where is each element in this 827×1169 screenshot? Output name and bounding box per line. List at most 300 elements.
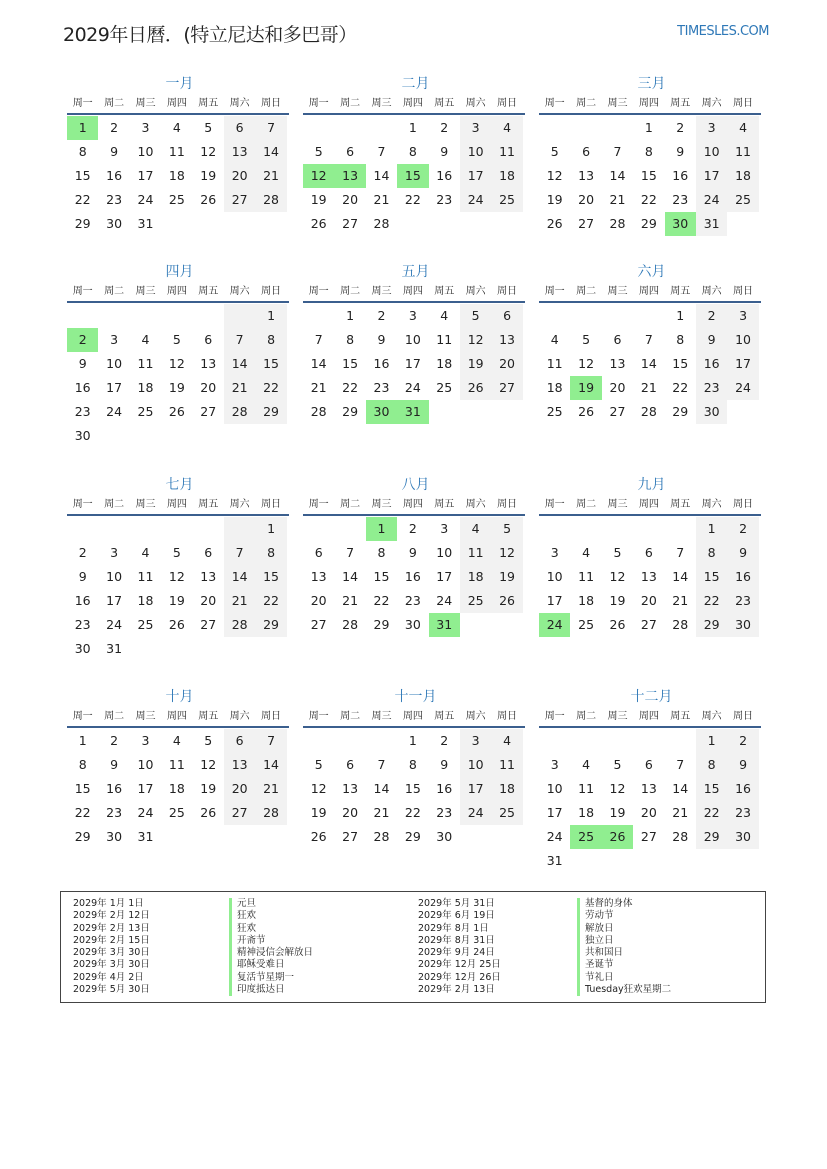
- day-cell[interactable]: 2: [440, 733, 449, 748]
- day-cell[interactable]: 23: [373, 380, 390, 395]
- day-cell[interactable]: 21: [255, 164, 286, 188]
- day-cell[interactable]: 13: [640, 569, 657, 584]
- day-cell[interactable]: 22: [74, 192, 91, 207]
- day-cell[interactable]: 8: [78, 144, 87, 159]
- day-cell[interactable]: 16: [404, 569, 421, 584]
- day-cell[interactable]: 24: [404, 380, 421, 395]
- day-cell[interactable]: 15: [342, 356, 359, 371]
- day-cell[interactable]: 10: [546, 781, 563, 796]
- day-cell[interactable]: 4: [460, 517, 491, 541]
- day-cell[interactable]: 10: [404, 332, 421, 347]
- day-cell[interactable]: 31: [106, 641, 123, 656]
- day-cell[interactable]: 30: [696, 400, 727, 424]
- day-cell[interactable]: 6: [224, 116, 255, 140]
- day-cell[interactable]: 16: [727, 777, 758, 801]
- day-cell[interactable]: 17: [106, 593, 123, 608]
- day-cell[interactable]: 27: [310, 617, 327, 632]
- day-cell[interactable]: 27: [491, 376, 522, 400]
- day-cell[interactable]: 20: [200, 593, 217, 608]
- day-cell[interactable]: 21: [342, 593, 359, 608]
- day-cell[interactable]: 10: [137, 144, 154, 159]
- day-cell[interactable]: 13: [491, 328, 522, 352]
- day-cell[interactable]: 18: [578, 805, 595, 820]
- day-cell[interactable]: 25: [436, 380, 453, 395]
- day-cell[interactable]: 26: [200, 805, 217, 820]
- day-cell[interactable]: 24: [460, 801, 491, 825]
- day-cell[interactable]: 13: [224, 753, 255, 777]
- day-cell[interactable]: 1: [255, 304, 286, 328]
- day-cell[interactable]: 1: [696, 517, 727, 541]
- day-cell[interactable]: 18: [546, 380, 563, 395]
- day-cell[interactable]: 5: [613, 545, 622, 560]
- day-cell[interactable]: 23: [436, 192, 453, 207]
- day-cell[interactable]: 8: [644, 144, 653, 159]
- day-cell[interactable]: 1: [408, 120, 417, 135]
- day-cell[interactable]: 13: [224, 140, 255, 164]
- day-cell[interactable]: 21: [310, 380, 327, 395]
- holiday-day-cell[interactable]: 30: [366, 400, 397, 424]
- holiday-day-cell[interactable]: 31: [429, 613, 460, 637]
- day-cell[interactable]: 21: [255, 777, 286, 801]
- day-cell[interactable]: 19: [310, 192, 327, 207]
- day-cell[interactable]: 10: [460, 140, 491, 164]
- day-cell[interactable]: 29: [74, 829, 91, 844]
- day-cell[interactable]: 10: [137, 757, 154, 772]
- holiday-day-cell[interactable]: 26: [602, 825, 633, 849]
- day-cell[interactable]: 2: [676, 120, 685, 135]
- day-cell[interactable]: 14: [373, 168, 390, 183]
- day-cell[interactable]: 23: [74, 404, 91, 419]
- day-cell[interactable]: 19: [168, 380, 185, 395]
- day-cell[interactable]: 25: [491, 188, 522, 212]
- holiday-day-cell[interactable]: 1: [67, 116, 98, 140]
- day-cell[interactable]: 30: [106, 216, 123, 231]
- day-cell[interactable]: 6: [346, 757, 355, 772]
- day-cell[interactable]: 30: [436, 829, 453, 844]
- day-cell[interactable]: 2: [408, 521, 417, 536]
- day-cell[interactable]: 22: [404, 805, 421, 820]
- day-cell[interactable]: 20: [578, 192, 595, 207]
- day-cell[interactable]: 12: [200, 757, 217, 772]
- day-cell[interactable]: 3: [141, 120, 150, 135]
- day-cell[interactable]: 14: [373, 781, 390, 796]
- day-cell[interactable]: 7: [613, 144, 622, 159]
- day-cell[interactable]: 18: [137, 593, 154, 608]
- holiday-day-cell[interactable]: 24: [539, 613, 570, 637]
- day-cell[interactable]: 26: [609, 617, 626, 632]
- day-cell[interactable]: 3: [440, 521, 449, 536]
- day-cell[interactable]: 16: [74, 593, 91, 608]
- day-cell[interactable]: 23: [106, 805, 123, 820]
- day-cell[interactable]: 14: [672, 781, 689, 796]
- day-cell[interactable]: 20: [342, 192, 359, 207]
- day-cell[interactable]: 5: [613, 757, 622, 772]
- day-cell[interactable]: 7: [644, 332, 653, 347]
- day-cell[interactable]: 28: [255, 801, 286, 825]
- day-cell[interactable]: 2: [727, 517, 758, 541]
- day-cell[interactable]: 4: [141, 545, 150, 560]
- holiday-day-cell[interactable]: 25: [570, 825, 601, 849]
- day-cell[interactable]: 18: [168, 781, 185, 796]
- day-cell[interactable]: 4: [172, 733, 181, 748]
- day-cell[interactable]: 26: [168, 617, 185, 632]
- day-cell[interactable]: 8: [408, 144, 417, 159]
- day-cell[interactable]: 9: [727, 541, 758, 565]
- day-cell[interactable]: 18: [168, 168, 185, 183]
- day-cell[interactable]: 25: [578, 617, 595, 632]
- day-cell[interactable]: 30: [727, 613, 758, 637]
- day-cell[interactable]: 6: [224, 729, 255, 753]
- day-cell[interactable]: 22: [672, 380, 689, 395]
- day-cell[interactable]: 10: [106, 569, 123, 584]
- day-cell[interactable]: 17: [137, 168, 154, 183]
- day-cell[interactable]: 3: [550, 545, 559, 560]
- day-cell[interactable]: 5: [582, 332, 591, 347]
- day-cell[interactable]: 25: [491, 801, 522, 825]
- day-cell[interactable]: 1: [696, 729, 727, 753]
- holiday-day-cell[interactable]: 13: [334, 164, 365, 188]
- day-cell[interactable]: 21: [224, 589, 255, 613]
- day-cell[interactable]: 26: [491, 589, 522, 613]
- day-cell[interactable]: 14: [224, 352, 255, 376]
- day-cell[interactable]: 9: [377, 332, 386, 347]
- day-cell[interactable]: 12: [491, 541, 522, 565]
- day-cell[interactable]: 3: [696, 116, 727, 140]
- day-cell[interactable]: 29: [74, 216, 91, 231]
- day-cell[interactable]: 20: [640, 805, 657, 820]
- day-cell[interactable]: 21: [672, 805, 689, 820]
- day-cell[interactable]: 21: [672, 593, 689, 608]
- day-cell[interactable]: 3: [110, 545, 119, 560]
- day-cell[interactable]: 18: [727, 164, 758, 188]
- day-cell[interactable]: 12: [200, 144, 217, 159]
- day-cell[interactable]: 20: [491, 352, 522, 376]
- day-cell[interactable]: 16: [74, 380, 91, 395]
- day-cell[interactable]: 16: [696, 352, 727, 376]
- day-cell[interactable]: 16: [436, 168, 453, 183]
- day-cell[interactable]: 18: [491, 777, 522, 801]
- day-cell[interactable]: 1: [346, 308, 355, 323]
- day-cell[interactable]: 8: [377, 545, 386, 560]
- day-cell[interactable]: 16: [727, 565, 758, 589]
- day-cell[interactable]: 3: [110, 332, 119, 347]
- day-cell[interactable]: 27: [578, 216, 595, 231]
- day-cell[interactable]: 14: [640, 356, 657, 371]
- day-cell[interactable]: 17: [460, 164, 491, 188]
- day-cell[interactable]: 19: [200, 168, 217, 183]
- day-cell[interactable]: 29: [696, 613, 727, 637]
- day-cell[interactable]: 25: [168, 805, 185, 820]
- day-cell[interactable]: 22: [255, 376, 286, 400]
- day-cell[interactable]: 22: [696, 589, 727, 613]
- day-cell[interactable]: 1: [408, 733, 417, 748]
- day-cell[interactable]: 16: [672, 168, 689, 183]
- day-cell[interactable]: 7: [224, 541, 255, 565]
- day-cell[interactable]: 29: [255, 613, 286, 637]
- day-cell[interactable]: 25: [460, 589, 491, 613]
- day-cell[interactable]: 12: [578, 356, 595, 371]
- day-cell[interactable]: 6: [314, 545, 323, 560]
- day-cell[interactable]: 1: [78, 733, 87, 748]
- day-cell[interactable]: 27: [640, 829, 657, 844]
- day-cell[interactable]: 1: [644, 120, 653, 135]
- day-cell[interactable]: 11: [578, 569, 595, 584]
- day-cell[interactable]: 24: [106, 617, 123, 632]
- day-cell[interactable]: 10: [436, 545, 453, 560]
- day-cell[interactable]: 30: [74, 428, 91, 443]
- day-cell[interactable]: 4: [440, 308, 449, 323]
- day-cell[interactable]: 27: [342, 829, 359, 844]
- day-cell[interactable]: 5: [550, 144, 559, 159]
- day-cell[interactable]: 29: [255, 400, 286, 424]
- day-cell[interactable]: 7: [676, 545, 685, 560]
- day-cell[interactable]: 9: [727, 753, 758, 777]
- day-cell[interactable]: 14: [310, 356, 327, 371]
- day-cell[interactable]: 6: [204, 545, 213, 560]
- day-cell[interactable]: 18: [578, 593, 595, 608]
- day-cell[interactable]: 30: [74, 641, 91, 656]
- day-cell[interactable]: 24: [727, 376, 758, 400]
- day-cell[interactable]: 8: [255, 541, 286, 565]
- day-cell[interactable]: 26: [168, 404, 185, 419]
- day-cell[interactable]: 30: [106, 829, 123, 844]
- day-cell[interactable]: 17: [106, 380, 123, 395]
- day-cell[interactable]: 25: [168, 192, 185, 207]
- day-cell[interactable]: 8: [676, 332, 685, 347]
- day-cell[interactable]: 18: [491, 164, 522, 188]
- day-cell[interactable]: 11: [546, 356, 563, 371]
- day-cell[interactable]: 20: [224, 164, 255, 188]
- day-cell[interactable]: 7: [346, 545, 355, 560]
- day-cell[interactable]: 11: [578, 781, 595, 796]
- day-cell[interactable]: 13: [200, 569, 217, 584]
- day-cell[interactable]: 8: [255, 328, 286, 352]
- day-cell[interactable]: 28: [224, 400, 255, 424]
- day-cell[interactable]: 8: [696, 541, 727, 565]
- day-cell[interactable]: 9: [110, 144, 119, 159]
- day-cell[interactable]: 27: [224, 801, 255, 825]
- day-cell[interactable]: 6: [346, 144, 355, 159]
- day-cell[interactable]: 29: [342, 404, 359, 419]
- day-cell[interactable]: 24: [460, 188, 491, 212]
- day-cell[interactable]: 24: [137, 192, 154, 207]
- day-cell[interactable]: 19: [310, 805, 327, 820]
- day-cell[interactable]: 15: [640, 168, 657, 183]
- day-cell[interactable]: 13: [640, 781, 657, 796]
- day-cell[interactable]: 7: [314, 332, 323, 347]
- day-cell[interactable]: 26: [546, 216, 563, 231]
- holiday-day-cell[interactable]: 12: [303, 164, 334, 188]
- day-cell[interactable]: 23: [404, 593, 421, 608]
- day-cell[interactable]: 6: [582, 144, 591, 159]
- day-cell[interactable]: 28: [310, 404, 327, 419]
- day-cell[interactable]: 14: [255, 140, 286, 164]
- day-cell[interactable]: 15: [255, 352, 286, 376]
- day-cell[interactable]: 21: [224, 376, 255, 400]
- day-cell[interactable]: 14: [255, 753, 286, 777]
- day-cell[interactable]: 26: [460, 376, 491, 400]
- day-cell[interactable]: 20: [310, 593, 327, 608]
- day-cell[interactable]: 4: [582, 545, 591, 560]
- day-cell[interactable]: 21: [373, 805, 390, 820]
- day-cell[interactable]: 5: [314, 757, 323, 772]
- day-cell[interactable]: 22: [342, 380, 359, 395]
- day-cell[interactable]: 8: [696, 753, 727, 777]
- day-cell[interactable]: 12: [168, 356, 185, 371]
- day-cell[interactable]: 18: [460, 565, 491, 589]
- day-cell[interactable]: 13: [310, 569, 327, 584]
- day-cell[interactable]: 22: [640, 192, 657, 207]
- day-cell[interactable]: 4: [172, 120, 181, 135]
- day-cell[interactable]: 3: [141, 733, 150, 748]
- holiday-day-cell[interactable]: 1: [366, 517, 397, 541]
- day-cell[interactable]: 17: [137, 781, 154, 796]
- day-cell[interactable]: 27: [200, 617, 217, 632]
- day-cell[interactable]: 23: [436, 805, 453, 820]
- day-cell[interactable]: 10: [546, 569, 563, 584]
- day-cell[interactable]: 10: [696, 140, 727, 164]
- day-cell[interactable]: 13: [578, 168, 595, 183]
- day-cell[interactable]: 22: [255, 589, 286, 613]
- day-cell[interactable]: 27: [640, 617, 657, 632]
- day-cell[interactable]: 27: [342, 216, 359, 231]
- day-cell[interactable]: 28: [342, 617, 359, 632]
- day-cell[interactable]: 11: [436, 332, 453, 347]
- day-cell[interactable]: 8: [346, 332, 355, 347]
- day-cell[interactable]: 3: [408, 308, 417, 323]
- day-cell[interactable]: 2: [110, 733, 119, 748]
- day-cell[interactable]: 17: [436, 569, 453, 584]
- day-cell[interactable]: 28: [255, 188, 286, 212]
- day-cell[interactable]: 7: [377, 144, 386, 159]
- day-cell[interactable]: 28: [672, 617, 689, 632]
- day-cell[interactable]: 6: [491, 304, 522, 328]
- day-cell[interactable]: 2: [440, 120, 449, 135]
- day-cell[interactable]: 2: [110, 120, 119, 135]
- day-cell[interactable]: 15: [373, 569, 390, 584]
- day-cell[interactable]: 7: [377, 757, 386, 772]
- day-cell[interactable]: 11: [727, 140, 758, 164]
- day-cell[interactable]: 14: [224, 565, 255, 589]
- day-cell[interactable]: 12: [546, 168, 563, 183]
- day-cell[interactable]: 9: [440, 757, 449, 772]
- day-cell[interactable]: 2: [78, 545, 87, 560]
- day-cell[interactable]: 15: [74, 168, 91, 183]
- day-cell[interactable]: 29: [640, 216, 657, 231]
- day-cell[interactable]: 5: [204, 733, 213, 748]
- day-cell[interactable]: 11: [137, 356, 154, 371]
- day-cell[interactable]: 24: [436, 593, 453, 608]
- day-cell[interactable]: 21: [373, 192, 390, 207]
- day-cell[interactable]: 15: [672, 356, 689, 371]
- day-cell[interactable]: 2: [727, 729, 758, 753]
- day-cell[interactable]: 17: [404, 356, 421, 371]
- day-cell[interactable]: 20: [640, 593, 657, 608]
- day-cell[interactable]: 5: [491, 517, 522, 541]
- day-cell[interactable]: 4: [582, 757, 591, 772]
- day-cell[interactable]: 9: [110, 757, 119, 772]
- day-cell[interactable]: 5: [172, 545, 181, 560]
- day-cell[interactable]: 6: [644, 757, 653, 772]
- day-cell[interactable]: 20: [609, 380, 626, 395]
- day-cell[interactable]: 11: [460, 541, 491, 565]
- day-cell[interactable]: 4: [550, 332, 559, 347]
- day-cell[interactable]: 28: [224, 613, 255, 637]
- day-cell[interactable]: 19: [460, 352, 491, 376]
- day-cell[interactable]: 25: [137, 404, 154, 419]
- day-cell[interactable]: 8: [408, 757, 417, 772]
- day-cell[interactable]: 19: [491, 565, 522, 589]
- day-cell[interactable]: 19: [609, 593, 626, 608]
- day-cell[interactable]: 10: [106, 356, 123, 371]
- day-cell[interactable]: 12: [609, 781, 626, 796]
- holiday-day-cell[interactable]: 19: [570, 376, 601, 400]
- day-cell[interactable]: 7: [224, 328, 255, 352]
- day-cell[interactable]: 5: [204, 120, 213, 135]
- day-cell[interactable]: 9: [440, 144, 449, 159]
- holiday-day-cell[interactable]: 15: [397, 164, 428, 188]
- day-cell[interactable]: 28: [672, 829, 689, 844]
- day-cell[interactable]: 17: [546, 805, 563, 820]
- day-cell[interactable]: 7: [255, 116, 286, 140]
- day-cell[interactable]: 1: [255, 517, 286, 541]
- day-cell[interactable]: 11: [491, 140, 522, 164]
- day-cell[interactable]: 29: [373, 617, 390, 632]
- day-cell[interactable]: 21: [609, 192, 626, 207]
- day-cell[interactable]: 30: [727, 825, 758, 849]
- day-cell[interactable]: 22: [404, 192, 421, 207]
- day-cell[interactable]: 21: [640, 380, 657, 395]
- day-cell[interactable]: 19: [609, 805, 626, 820]
- day-cell[interactable]: 20: [224, 777, 255, 801]
- day-cell[interactable]: 15: [255, 565, 286, 589]
- day-cell[interactable]: 8: [78, 757, 87, 772]
- day-cell[interactable]: 12: [310, 781, 327, 796]
- day-cell[interactable]: 3: [727, 304, 758, 328]
- day-cell[interactable]: 24: [137, 805, 154, 820]
- day-cell[interactable]: 23: [106, 192, 123, 207]
- day-cell[interactable]: 19: [546, 192, 563, 207]
- day-cell[interactable]: 16: [436, 781, 453, 796]
- day-cell[interactable]: 12: [460, 328, 491, 352]
- day-cell[interactable]: 23: [672, 192, 689, 207]
- day-cell[interactable]: 28: [373, 829, 390, 844]
- day-cell[interactable]: 4: [141, 332, 150, 347]
- day-cell[interactable]: 10: [460, 753, 491, 777]
- day-cell[interactable]: 6: [613, 332, 622, 347]
- day-cell[interactable]: 31: [696, 212, 727, 236]
- day-cell[interactable]: 22: [74, 805, 91, 820]
- day-cell[interactable]: 18: [436, 356, 453, 371]
- day-cell[interactable]: 19: [168, 593, 185, 608]
- day-cell[interactable]: 4: [491, 729, 522, 753]
- day-cell[interactable]: 25: [546, 404, 563, 419]
- day-cell[interactable]: 6: [644, 545, 653, 560]
- day-cell[interactable]: 29: [404, 829, 421, 844]
- day-cell[interactable]: 29: [696, 825, 727, 849]
- day-cell[interactable]: 28: [640, 404, 657, 419]
- day-cell[interactable]: 28: [373, 216, 390, 231]
- day-cell[interactable]: 25: [137, 617, 154, 632]
- day-cell[interactable]: 13: [609, 356, 626, 371]
- day-cell[interactable]: 20: [200, 380, 217, 395]
- day-cell[interactable]: 26: [578, 404, 595, 419]
- day-cell[interactable]: 15: [696, 565, 727, 589]
- day-cell[interactable]: 15: [696, 777, 727, 801]
- day-cell[interactable]: 31: [546, 853, 563, 868]
- day-cell[interactable]: 27: [200, 404, 217, 419]
- day-cell[interactable]: 11: [491, 753, 522, 777]
